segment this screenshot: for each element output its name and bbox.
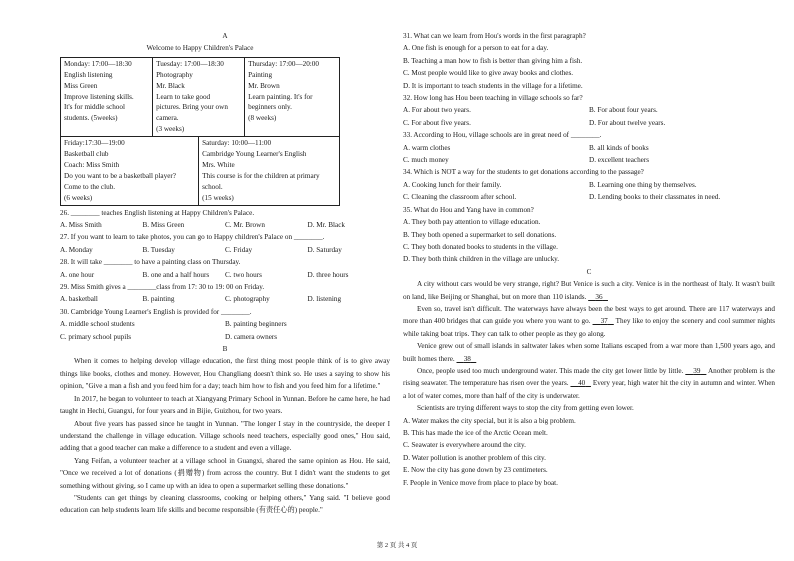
option[interactable]: C. They both donated books to students in the village.	[403, 242, 558, 251]
passage-paragraph	[403, 278, 775, 303]
question-stem: 31. What can we learn from Hou's words in the first paragraph?	[403, 32, 586, 40]
blank-number: 39	[693, 366, 701, 375]
cell-line: students. (5weeks)	[64, 114, 118, 123]
cell-line: Learn painting. It's for	[248, 92, 313, 101]
section-b-passage	[60, 355, 390, 516]
passage-paragraph: About five years has passed since he taught in Yunnan. "The longer I stay in the countryside, the deeper I understand the challenge in village education. Village schools need teachers, especially good ones," Hou said, adding that a good teacher can make a difference to a student and even a village.	[60, 419, 390, 453]
option[interactable]: C. Friday	[225, 245, 253, 254]
cell-line: Tuesday: 17:00—18:30	[156, 59, 224, 68]
passage-paragraph: In 2017, he began to volunteer to teach at Xiangyang Primary School in Yunnan. Before he came here, he had taught in Hechi, Guangxi, for four years and in Bijie, Guizhou, for two years.	[60, 394, 390, 416]
passage-paragraph	[403, 303, 775, 340]
page-footer: 第 2 页 共 4 页	[376, 542, 418, 549]
cell-line: Do you want to be a basketball player?	[64, 171, 176, 180]
option[interactable]: A. Cooking lunch for their family.	[403, 180, 502, 189]
cell-line: English listening	[64, 70, 113, 79]
blank-number: 37	[600, 317, 608, 326]
passage-paragraph: Yang Feifan, a volunteer teacher at a village school in Guangxi, shared the same opinion as Hou. He said, "Once we received a lot of donations (捐赠物) from across the country. But I didn't want the students to get something without giving, so I came up with an idea to open a supermarket selling these donations."	[60, 456, 390, 490]
option[interactable]: C. primary school pupils	[60, 332, 132, 341]
question-options	[403, 179, 775, 204]
cell-line: Monday: 17:00—18:30	[64, 59, 132, 68]
section-c-choices	[403, 415, 775, 489]
option[interactable]: A. Miss Smith	[60, 221, 102, 229]
option[interactable]: C. Cleaning the classroom after school.	[403, 193, 517, 202]
cell-line: Basketball club	[64, 150, 109, 159]
question-stem: 30. Cambridge Young Learner's English is provided for ________.	[60, 307, 252, 316]
option[interactable]: B. For about four years.	[589, 106, 658, 115]
option[interactable]: C. photography	[225, 295, 270, 304]
choice[interactable]: D. Water pollution is another problem of this city.	[403, 453, 546, 462]
passage-text: Another problem is the rising seawater. The temperature has risen over the years.	[403, 366, 775, 388]
left-column	[60, 30, 390, 517]
option[interactable]: B. Tuesday	[142, 245, 175, 254]
option[interactable]: A. basketball	[60, 295, 98, 304]
option[interactable]: C. Mr. Brown	[225, 221, 265, 229]
option[interactable]: D. excellent teachers	[589, 156, 650, 165]
passage-paragraph: When it comes to helping develop village education, the first thing most people think of is to give away things like books, clothes and money. However, Hou Changliang doesn't think so. He uses a saying to show his opinion, "Give a man a fish and you feed him for a day; teach him how to fish and you feed him for a lifetime."	[60, 357, 390, 391]
cell-line: (8 weeks)	[248, 114, 277, 123]
cell-line: school.	[202, 182, 223, 191]
question-options	[60, 269, 390, 281]
option[interactable]: C. two hours	[225, 270, 262, 279]
option[interactable]: A. For about two years.	[403, 106, 471, 115]
choice[interactable]: A. Water makes the city special, but it is also a big problem.	[403, 416, 576, 425]
question-options	[403, 142, 775, 167]
question-stem: 32. How long has Hou been teaching in village schools so far?	[403, 94, 583, 103]
option[interactable]: A. One fish is enough for a person to eat for a day.	[403, 44, 549, 53]
blank-36[interactable]	[588, 293, 608, 301]
question-stem: 27. If you want to learn to take photos, you can go to Happy children's Palace on ________.	[60, 233, 325, 242]
choice[interactable]: F. People in Venice move from place to place by boat.	[403, 478, 558, 487]
right-column	[403, 30, 775, 489]
option[interactable]: D. Mr. Black	[307, 221, 346, 229]
cell-line: camera.	[156, 114, 179, 123]
schedule-cell-saturday	[199, 137, 340, 205]
cell-line: Miss Green	[64, 81, 98, 90]
choice[interactable]: B. This has made the ice of the Arctic Ocean melt.	[403, 429, 548, 437]
cell-line: (3 weeks)	[156, 125, 185, 134]
passage-paragraph: "Students can get things by cleaning classrooms, cooking or helping others," Yang said. "I believe good education can help students learn life skills and become responsible (有责任心的) people."	[60, 493, 390, 515]
cell-line: Learn to take good	[156, 92, 211, 101]
option[interactable]: D. They both think children in the village are unlucky.	[403, 255, 560, 264]
section-a-title: Welcome to Happy Children's Palace	[146, 44, 254, 53]
passage-text: Venice grew out of small islands in saltwater lakes when some Italians escaped from a war more than 1,500 years ago, and built homes there.	[403, 342, 775, 363]
option[interactable]: D. Saturday	[307, 245, 342, 254]
schedule-table	[60, 57, 340, 206]
cell-line: (15 weeks)	[202, 193, 234, 202]
blank-38[interactable]	[457, 355, 477, 363]
cell-line: Mrs. White	[202, 160, 235, 169]
cell-line: Come to the club.	[64, 182, 116, 191]
blank-40[interactable]	[570, 379, 591, 387]
cell-line: Saturday: 10:00—11:00	[202, 139, 272, 148]
option[interactable]: D. listening	[307, 295, 342, 304]
cell-line: pictures. Bring your own	[156, 103, 228, 112]
option[interactable]: D. camera owners	[225, 332, 278, 341]
section-a-label: A	[222, 32, 228, 40]
question-options	[60, 244, 390, 256]
question-stem: 34. Which is NOT a way for the students to get donations according to the passage?	[403, 168, 644, 177]
option[interactable]: C. Most people would like to give away books and clothes.	[403, 69, 574, 78]
section-b-label: B	[222, 345, 228, 354]
section-a-questions	[60, 207, 390, 343]
option[interactable]: C. For about five years.	[403, 118, 471, 127]
cell-line: Friday:17:30—19:00	[64, 139, 125, 148]
option[interactable]: B. painting beginners	[225, 320, 287, 329]
cell-line: (6 weeks)	[64, 193, 93, 202]
question-options	[403, 104, 775, 129]
question-stem: 35. What do Hou and Yang have in common?	[403, 205, 534, 214]
option[interactable]: B. one and a half hours	[142, 270, 210, 279]
question-options	[60, 219, 390, 231]
schedule-cell-tuesday	[153, 57, 245, 136]
passage-paragraph: Scientists are trying different ways to stop the city from getting even lower.	[417, 404, 634, 413]
cell-line: This course is for the children at primary	[202, 171, 320, 180]
question-options	[60, 318, 390, 343]
section-c-label: C	[586, 267, 592, 276]
passage-paragraph	[403, 340, 775, 365]
choice[interactable]: E. Now the city has gone down by 23 centimeters.	[403, 466, 548, 475]
cell-line: Thursday: 17:00—20:00	[248, 59, 319, 68]
passage-text: Once, people used too much underground water. This made the city get lower little by little.	[417, 366, 684, 375]
choice[interactable]: C. Seawater is everywhere around the city.	[403, 441, 526, 450]
cell-line: Mr. Brown	[248, 81, 280, 90]
question-stem: 26. ________ teaches English listening at Happy Children's Palace.	[60, 208, 255, 217]
option[interactable]: A. middle school students	[60, 320, 135, 329]
option[interactable]: B. all kinds of books	[589, 143, 649, 152]
option[interactable]: D. three hours	[307, 270, 349, 279]
option[interactable]: D. For about twelve years.	[589, 118, 666, 127]
option[interactable]: D. Lending books to their classmates in need.	[589, 193, 721, 202]
blank-number: 36	[595, 292, 603, 301]
cell-line: Coach: Miss Smith	[64, 160, 120, 169]
question-options	[60, 293, 390, 305]
option[interactable]: A. warm clothes	[403, 143, 451, 152]
option[interactable]: B. painting	[142, 295, 175, 304]
passage-text: Even so, travel isn't difficult. The waterways have always been the best ways to get around. There are 117 waterways and more than 400 bridges that can guide you where you want to go.	[403, 304, 775, 326]
option[interactable]: A. They both pay attention to village education.	[403, 218, 541, 227]
option[interactable]: A. one hour	[60, 270, 95, 279]
passage-text: They like to enjoy the scenery and cool summer nights while taking boat trips. They can talk to other people as they go along.	[403, 317, 776, 338]
schedule-cell-monday	[61, 57, 153, 136]
option[interactable]: B. Teaching a man how to fish is better than giving him a fish.	[403, 56, 583, 65]
schedule-cell-thursday	[245, 57, 340, 136]
option[interactable]: C. much money	[403, 156, 449, 165]
blank-39[interactable]	[685, 367, 706, 375]
option[interactable]: B. Miss Green	[142, 221, 185, 229]
cell-line: Photography	[156, 70, 193, 79]
question-stem: 28. It will take ________ to have a painting class on Thursday.	[60, 258, 241, 267]
blank-37[interactable]	[593, 317, 614, 325]
cell-line: Improve listening skills.	[64, 92, 134, 101]
cell-line: Mr. Black	[156, 81, 185, 90]
cell-line: beginners only.	[248, 103, 292, 112]
blank-number: 38	[463, 354, 471, 363]
option[interactable]: B. They both opened a supermarket to sell donations.	[403, 230, 557, 239]
option[interactable]: B. Learning one thing by themselves.	[589, 180, 697, 189]
cell-line: Cambridge Young Learner's English	[202, 150, 307, 159]
passage-paragraph	[403, 365, 775, 402]
schedule-cell-friday	[61, 137, 199, 205]
question-stem: 33. According to Hou, village schools are in great need of ________.	[403, 131, 602, 140]
option[interactable]: D. It is important to teach students in the village for a lifetime.	[403, 81, 583, 90]
schedule-row	[61, 137, 340, 205]
question-stem: 29. Miss Smith gives a ________class from 17: 30 to 19: 00 on Friday.	[60, 283, 265, 292]
passage-text: Every year, high water hit the city in autumn and winter. When a lot of water comes, more than half of the city is underwater.	[403, 379, 776, 400]
schedule-row	[61, 57, 340, 136]
option[interactable]: A. Monday	[60, 245, 93, 254]
cell-line: Painting	[248, 70, 273, 79]
cell-line: It's for middle school	[64, 103, 125, 112]
passage-text: A city without cars would be very strange, right? But Venice is such a city. Venice is in the northeast of Italy. It wasn't built on land, like Beijing or Shanghai, but on more than 110 islands.	[403, 280, 775, 301]
blank-number: 40	[578, 379, 586, 388]
